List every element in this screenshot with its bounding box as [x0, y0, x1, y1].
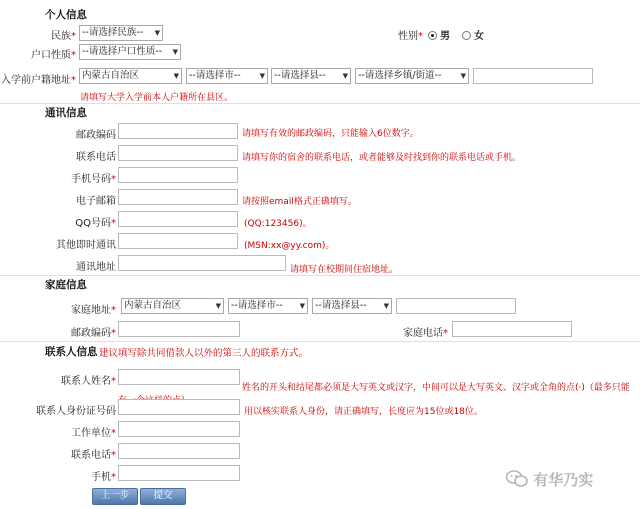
- family-postcode-label: 邮政编码*: [71, 328, 116, 339]
- postcode-label: 邮政编码: [76, 130, 116, 141]
- email-hint: 请按照email格式正确填写。: [242, 197, 357, 207]
- email-input[interactable]: [118, 189, 238, 205]
- family-county-select[interactable]: --请选择县-- ▼: [312, 298, 392, 314]
- im-label: 其他即时通讯: [56, 240, 116, 251]
- section-title-contact: 通讯信息: [45, 107, 87, 119]
- cp-work-input[interactable]: [118, 421, 240, 437]
- watermark: 有华乃实: [506, 469, 593, 490]
- divider: [0, 341, 640, 342]
- contact-address-input[interactable]: [118, 255, 286, 271]
- cp-phone-label: 联系电话*: [71, 450, 116, 461]
- email-label: 电子邮箱: [76, 196, 116, 207]
- family-address-label: 家庭地址*: [71, 305, 116, 316]
- family-detail-input[interactable]: [396, 298, 516, 314]
- ethnicity-select[interactable]: --请选择民族-- ▼: [79, 25, 163, 41]
- divider: [0, 275, 640, 276]
- section-title-contact-person: 联系人信息: [45, 346, 98, 358]
- cp-mobile-label: 手机*: [91, 472, 116, 483]
- gender-male-radio[interactable]: 男: [428, 27, 450, 42]
- family-city-select[interactable]: --请选择市-- ▼: [228, 298, 308, 314]
- qq-input[interactable]: [118, 211, 238, 227]
- postcode-input[interactable]: [118, 123, 238, 139]
- hukou-county-select[interactable]: --请选择县-- ▼: [271, 68, 351, 84]
- contact-phone-hint: 请填写你的宿舍的联系电话，或者能够及时找到你的联系电话或手机。: [242, 153, 522, 163]
- prev-step-button[interactable]: 上一步: [92, 488, 138, 505]
- contact-person-notice: 建议填写除共同借款人以外的第三人的联系方式。: [99, 348, 309, 359]
- cp-name-hint: 姓名的开头和结尾都必须是大写英文或汉字，中间可以是大写英文、汉字或全角的点(·)（最多只能: [242, 383, 630, 393]
- contact-phone-input[interactable]: [118, 145, 238, 161]
- cp-id-input[interactable]: [118, 399, 240, 415]
- cp-work-label: 工作单位*: [71, 428, 116, 439]
- submit-button[interactable]: 提交: [140, 488, 186, 505]
- postcode-hint: 请填写有效的邮政编码，只能输入6位数字。: [242, 129, 419, 139]
- cp-id-hint: 用以核实联系人身份，请正确填写，长度应为15位或18位。: [244, 407, 483, 417]
- qq-label: QQ号码*: [75, 218, 116, 229]
- mobile-input[interactable]: [118, 167, 238, 183]
- contact-phone-label: 联系电话: [76, 152, 116, 163]
- cp-id-label: 联系人身份证号码: [36, 406, 116, 417]
- section-title-personal: 个人信息: [45, 9, 87, 21]
- im-input[interactable]: [118, 233, 238, 249]
- gender-female-radio[interactable]: 女: [462, 27, 484, 42]
- hukou-town-select[interactable]: --请选择乡镇/街道-- ▼: [355, 68, 469, 84]
- wechat-icon: [506, 470, 528, 488]
- im-hint: (MSN:xx@yy.com)。: [244, 241, 335, 251]
- cp-phone-input[interactable]: [118, 443, 240, 459]
- family-phone-input[interactable]: [452, 321, 572, 337]
- hukou-address-label: 入学前户籍地址*: [1, 75, 76, 86]
- cp-name-label: 联系人姓名*: [61, 376, 116, 387]
- mobile-label: 手机号码*: [71, 174, 116, 185]
- gender-label: 性别*: [398, 31, 423, 42]
- qq-hint: (QQ:123456)。: [244, 219, 312, 229]
- family-province-select[interactable]: 内蒙古自治区 ▼: [121, 298, 224, 314]
- contact-address-label: 通讯地址: [76, 262, 116, 273]
- hukou-city-select[interactable]: --请选择市-- ▼: [186, 68, 268, 84]
- family-postcode-input[interactable]: [118, 321, 240, 337]
- hukou-type-select[interactable]: --请选择户口性质-- ▼: [79, 44, 181, 60]
- cp-mobile-input[interactable]: [118, 465, 240, 481]
- hukou-detail-input[interactable]: [473, 68, 593, 84]
- ethnicity-label: 民族*: [51, 31, 76, 42]
- hukou-address-hint: 请填写大学入学前本人户籍所在县区。: [80, 93, 234, 103]
- hukou-type-label: 户口性质*: [31, 50, 76, 61]
- family-phone-label: 家庭电话*: [403, 328, 448, 339]
- hukou-province-select[interactable]: 内蒙古自治区 ▼: [79, 68, 182, 84]
- section-title-family: 家庭信息: [45, 279, 87, 291]
- divider: [0, 103, 640, 104]
- contact-address-hint: 请填写在校期间住宿地址。: [290, 265, 399, 275]
